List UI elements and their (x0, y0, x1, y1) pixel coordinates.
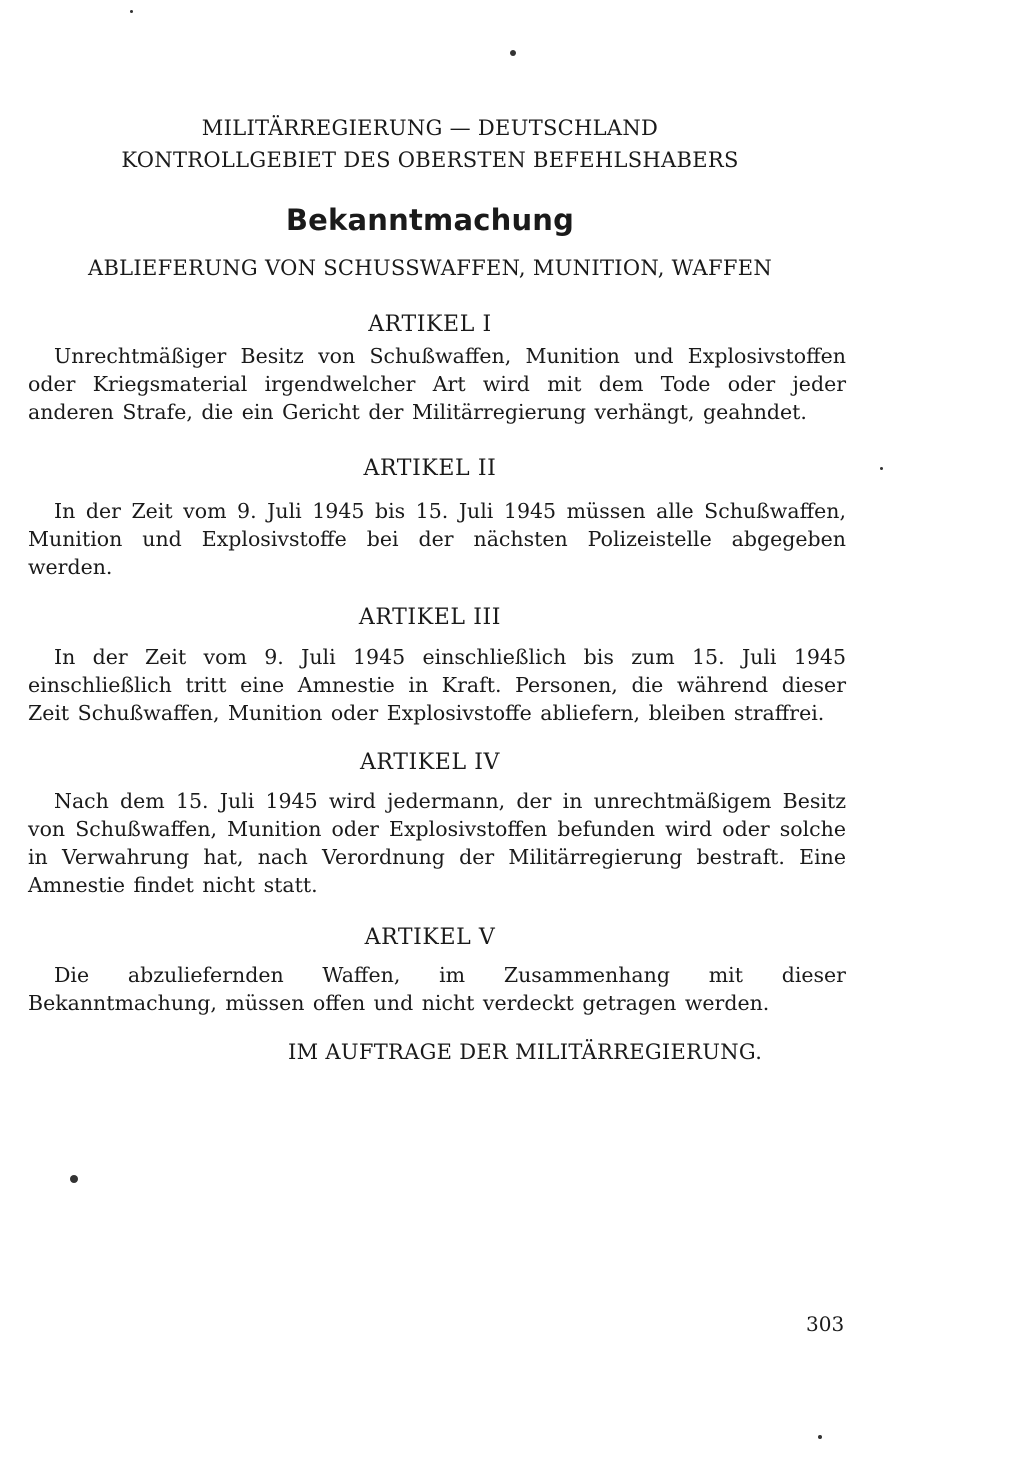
closing-line: IM AUFTRAGE DER MILITÄRREGIERUNG. (288, 1040, 763, 1064)
article-2-text: In der Zeit vom 9. Juli 1945 bis 15. Juli 1945 müssen alle Schußwaffen, Munition und Explosivstoffe bei der nächsten Polizeistelle abgegeben werden. (28, 499, 846, 579)
article-2-heading: ARTIKEL II (363, 456, 497, 481)
article-5-text: Die abzuliefernden Waffen, im Zusammenhang mit dieser Bekanntmachung, müssen offen und nicht verdeckt getragen werden. (28, 963, 846, 1015)
article-3-text: In der Zeit vom 9. Juli 1945 einschließlich bis zum 15. Juli 1945 einschließlich tritt eine Amnestie in Kraft. Personen, die während dieser Zeit Schußwaffen, Munition oder Explosivstoffe abliefern, bleiben straffrei. (28, 645, 846, 725)
scan-speck (510, 50, 516, 56)
scan-speck (818, 1435, 822, 1439)
page-number: 303 (806, 1312, 845, 1336)
header-line-1: MILITÄRREGIERUNG — DEUTSCHLAND (201, 116, 659, 140)
document-title: Bekanntmachung (285, 203, 575, 237)
article-4-text: Nach dem 15. Juli 1945 wird jedermann, der in unrechtmäßigem Besitz von Schußwaffen, Munition oder Explosivstoffen befunden wird oder solche in Verwahrung hat, nach Verordnung der Militärregierung bestraft. Eine Amnestie findet nicht statt. (28, 789, 846, 897)
article-3-heading: ARTIKEL III (358, 605, 502, 630)
article-5-heading: ARTIKEL V (364, 925, 496, 950)
document-subtitle: ABLIEFERUNG VON SCHUSSWAFFEN, MUNITION, WAFFEN (87, 256, 772, 280)
scan-speck (880, 467, 883, 470)
article-4-heading: ARTIKEL IV (359, 750, 501, 775)
scan-speck (130, 10, 133, 13)
header-line-2: KONTROLLGEBIET DES OBERSTEN BEFEHLSHABERS (121, 148, 739, 172)
scan-speck (70, 1175, 78, 1183)
article-1-heading: ARTIKEL I (368, 312, 492, 337)
article-1-text: Unrechtmäßiger Besitz von Schußwaffen, Munition und Explosivstoffen oder Kriegsmaterial irgendwelcher Art wird mit dem Tode oder jeder anderen Strafe, die ein Gericht der Militärregierung verhängt, geahndet. (28, 344, 846, 424)
